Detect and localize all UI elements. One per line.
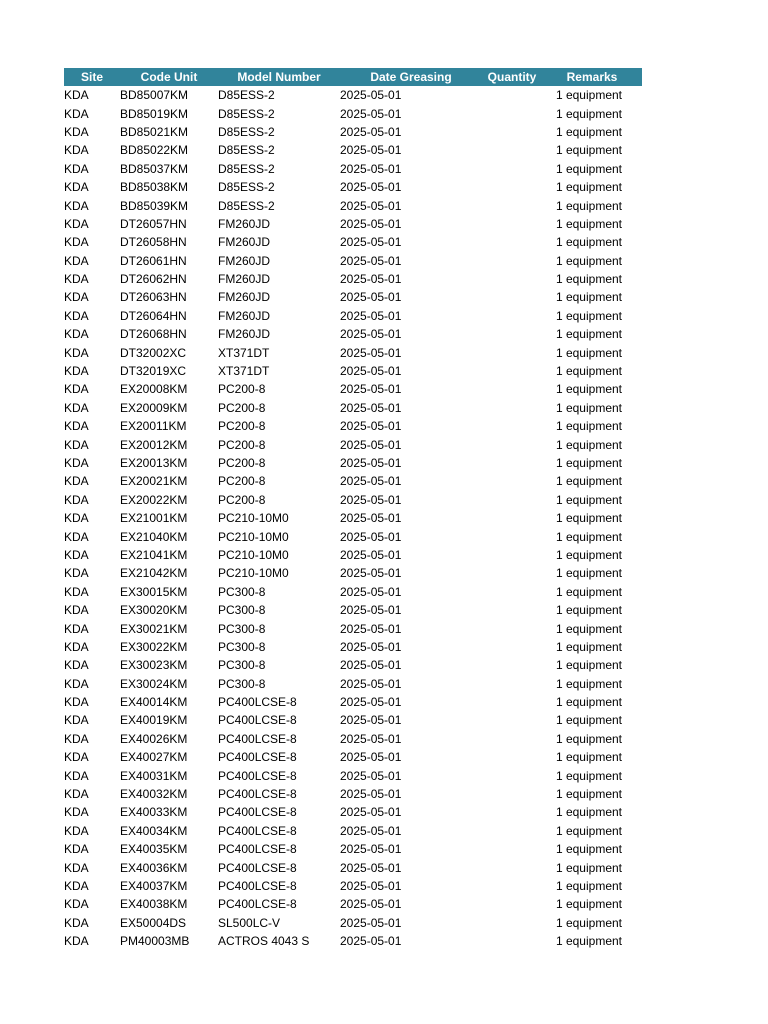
cell-site[interactable]: KDA [64,621,89,636]
cell-code-unit[interactable]: EX40026KM [120,731,188,746]
table-row [64,380,642,398]
cell-remarks[interactable]: 1 equipment [555,88,622,103]
cell-code-unit[interactable]: BD85019KM [120,106,189,121]
table-row [64,252,642,270]
cell-remarks[interactable]: 1 equipment [555,658,622,673]
cell-code-unit[interactable]: EX40031KM [120,768,188,783]
header-site[interactable]: Site [80,70,103,84]
cell-site[interactable]: KDA [64,639,89,654]
table-row [64,914,642,932]
cell-model-number[interactable]: PC300-8 [218,621,266,636]
cell-model-number[interactable]: FM260JD [218,290,271,305]
cell-remarks[interactable]: 1 equipment [555,584,622,599]
cell-date-greasing[interactable]: 2025-05-01 [340,419,402,434]
cell-site[interactable]: KDA [64,842,89,857]
cell-site[interactable]: KDA [64,253,89,268]
cell-date-greasing[interactable]: 2025-05-01 [340,529,402,544]
cell-model-number[interactable]: XT371DT [218,364,270,379]
table-row [64,895,642,913]
cell-model-number[interactable]: PC400LCSE-8 [218,805,297,820]
cell-date-greasing[interactable]: 2025-05-01 [340,180,402,195]
cell-date-greasing[interactable]: 2025-05-01 [340,787,402,802]
cell-code-unit[interactable]: EX21041KM [120,547,188,562]
cell-remarks[interactable]: 1 equipment [555,216,622,231]
cell-remarks[interactable]: 1 equipment [555,364,622,379]
cell-remarks[interactable]: 1 equipment [555,419,622,434]
header-date-greasing[interactable]: Date Greasing [370,70,452,84]
cell-code-unit[interactable]: EX20011KM [120,419,187,434]
cell-site[interactable]: KDA [64,400,89,415]
table-row [64,196,642,214]
table-row [64,766,642,784]
cell-code-unit[interactable]: EX30024KM [120,676,188,691]
cell-model-number[interactable]: PC210-10M0 [218,529,289,544]
cell-model-number[interactable]: PC200-8 [218,437,266,452]
table-row [64,730,642,748]
cell-code-unit[interactable]: DT26062HN [120,272,187,287]
cell-date-greasing[interactable]: 2025-05-01 [340,235,402,250]
cell-date-greasing[interactable]: 2025-05-01 [340,713,402,728]
cell-site[interactable]: KDA [64,750,89,765]
cell-site[interactable]: KDA [64,897,89,912]
cell-site[interactable]: KDA [64,658,89,673]
cell-model-number[interactable]: D85ESS-2 [218,124,275,139]
cell-model-number[interactable]: PC200-8 [218,419,266,434]
cell-code-unit[interactable]: DT26063HN [120,290,187,305]
table-row [64,785,642,803]
cell-code-unit[interactable]: EX21042KM [120,566,188,581]
cell-site[interactable]: KDA [64,878,89,893]
cell-code-unit[interactable]: DT26057HN [120,216,187,231]
cell-site[interactable]: KDA [64,290,89,305]
cell-remarks[interactable]: 1 equipment [555,621,622,636]
cell-site[interactable]: KDA [64,695,89,710]
cell-site[interactable]: KDA [64,437,89,452]
cell-date-greasing[interactable]: 2025-05-01 [340,400,402,415]
cell-remarks[interactable]: 1 equipment [555,492,622,507]
cell-remarks[interactable]: 1 equipment [555,382,622,397]
table-row [64,527,642,545]
cell-code-unit[interactable]: BD85037KM [120,161,189,176]
table-body [64,86,642,950]
table-row [64,546,642,564]
cell-code-unit[interactable]: EX40035KM [120,842,188,857]
table-row [64,215,642,233]
cell-date-greasing[interactable]: 2025-05-01 [340,327,402,342]
greasing-table [64,68,642,950]
cell-date-greasing[interactable]: 2025-05-01 [340,768,402,783]
table-row [64,748,642,766]
cell-site[interactable]: KDA [64,731,89,746]
cell-remarks[interactable]: 1 equipment [555,897,622,912]
cell-remarks[interactable]: 1 equipment [555,842,622,857]
cell-model-number[interactable]: FM260JD [218,327,271,342]
cell-site[interactable]: KDA [64,492,89,507]
table-row [64,693,642,711]
cell-model-number[interactable]: PC210-10M0 [218,566,289,581]
table-row [64,178,642,196]
cell-model-number[interactable]: PC300-8 [218,676,266,691]
table-row [64,307,642,325]
table-row [64,141,642,159]
cell-code-unit[interactable]: EX40027KM [120,750,188,765]
cell-site[interactable]: KDA [64,823,89,838]
cell-code-unit[interactable]: EX40038KM [120,897,188,912]
table-row [64,619,642,637]
cell-site[interactable]: KDA [64,584,89,599]
cell-model-number[interactable]: D85ESS-2 [218,198,275,213]
table-row [64,932,642,950]
cell-model-number[interactable]: D85ESS-2 [218,88,275,103]
cell-code-unit[interactable]: EX30022KM [120,639,188,654]
cell-model-number[interactable]: PC200-8 [218,492,266,507]
cell-code-unit[interactable]: BD85021KM [120,124,189,139]
header-quantity[interactable]: Quantity [487,70,537,84]
cell-code-unit[interactable]: EX20012KM [120,437,188,452]
cell-code-unit[interactable]: BD85039KM [120,198,189,213]
cell-code-unit[interactable]: BD85022KM [120,143,189,158]
cell-code-unit[interactable]: EX30021KM [120,621,188,636]
cell-date-greasing[interactable]: 2025-05-01 [340,805,402,820]
cell-remarks[interactable]: 1 equipment [555,143,622,158]
cell-code-unit[interactable]: BD85007KM [120,88,189,103]
cell-date-greasing[interactable]: 2025-05-01 [340,88,402,103]
cell-remarks[interactable]: 1 equipment [555,713,622,728]
cell-remarks[interactable]: 1 equipment [555,676,622,691]
cell-model-number[interactable]: PC400LCSE-8 [218,878,297,893]
cell-model-number[interactable]: PC400LCSE-8 [218,713,297,728]
cell-remarks[interactable]: 1 equipment [555,272,622,287]
cell-code-unit[interactable]: EX40034KM [120,823,188,838]
table-row [64,399,642,417]
cell-code-unit[interactable]: EX40014KM [120,695,188,710]
cell-site[interactable]: KDA [64,345,89,360]
cell-code-unit[interactable]: DT26058HN [120,235,187,250]
cell-code-unit[interactable]: EX40037KM [120,878,188,893]
cell-remarks[interactable]: 1 equipment [555,529,622,544]
cell-model-number[interactable]: PC400LCSE-8 [218,695,297,710]
cell-date-greasing[interactable]: 2025-05-01 [340,290,402,305]
cell-code-unit[interactable]: DT32019XC [120,364,187,379]
table-row [64,877,642,895]
table-row [64,435,642,453]
cell-model-number[interactable]: PC400LCSE-8 [218,897,297,912]
cell-date-greasing[interactable]: 2025-05-01 [340,842,402,857]
cell-remarks[interactable]: 1 equipment [555,161,622,176]
cell-code-unit[interactable]: EX30015KM [120,584,188,599]
cell-site[interactable]: KDA [64,198,89,213]
cell-model-number[interactable]: PC400LCSE-8 [218,860,297,875]
cell-remarks[interactable]: 1 equipment [555,805,622,820]
cell-date-greasing[interactable]: 2025-05-01 [340,216,402,231]
cell-date-greasing[interactable]: 2025-05-01 [340,750,402,765]
cell-code-unit[interactable]: EX21040KM [120,529,188,544]
cell-remarks[interactable]: 1 equipment [555,180,622,195]
table-row [64,86,642,104]
cell-model-number[interactable]: PC300-8 [218,584,266,599]
cell-site[interactable]: KDA [64,603,89,618]
cell-model-number[interactable]: PC400LCSE-8 [218,750,297,765]
header-model-number[interactable]: Model Number [237,70,321,84]
cell-model-number[interactable]: FM260JD [218,308,271,323]
cell-date-greasing[interactable]: 2025-05-01 [340,364,402,379]
cell-code-unit[interactable]: EX20008KM [120,382,188,397]
cell-code-unit[interactable]: EX30020KM [120,603,188,618]
table-row [64,104,642,122]
cell-model-number[interactable]: FM260JD [218,253,271,268]
cell-site[interactable]: KDA [64,934,89,949]
cell-model-number[interactable]: PC400LCSE-8 [218,842,297,857]
cell-site[interactable]: KDA [64,235,89,250]
cell-date-greasing[interactable]: 2025-05-01 [340,382,402,397]
cell-remarks[interactable]: 1 equipment [555,308,622,323]
table-row [64,803,642,821]
cell-date-greasing[interactable]: 2025-05-01 [340,878,402,893]
table-row [64,325,642,343]
cell-remarks[interactable]: 1 equipment [555,327,622,342]
cell-site[interactable]: KDA [64,88,89,103]
cell-site[interactable]: KDA [64,915,89,930]
cell-site[interactable]: KDA [64,511,89,526]
cell-model-number[interactable]: PC300-8 [218,639,266,654]
cell-remarks[interactable]: 1 equipment [555,253,622,268]
cell-remarks[interactable]: 1 equipment [555,860,622,875]
cell-date-greasing[interactable]: 2025-05-01 [340,161,402,176]
cell-remarks[interactable]: 1 equipment [555,934,622,949]
cell-model-number[interactable]: PC210-10M0 [218,547,289,562]
table-row [64,270,642,288]
cell-site[interactable]: KDA [64,787,89,802]
cell-site[interactable]: KDA [64,364,89,379]
table-row [64,675,642,693]
cell-remarks[interactable]: 1 equipment [555,437,622,452]
table-row [64,822,642,840]
cell-site[interactable]: KDA [64,676,89,691]
cell-date-greasing[interactable]: 2025-05-01 [340,695,402,710]
cell-site[interactable]: KDA [64,805,89,820]
cell-code-unit[interactable]: EX40019KM [120,713,188,728]
cell-model-number[interactable]: XT371DT [218,345,270,360]
cell-model-number[interactable]: PC400LCSE-8 [218,731,297,746]
table-row [64,858,642,876]
cell-remarks[interactable]: 1 equipment [555,511,622,526]
cell-date-greasing[interactable]: 2025-05-01 [340,106,402,121]
cell-model-number[interactable]: FM260JD [218,272,271,287]
cell-code-unit[interactable]: EX20021KM [120,474,188,489]
cell-date-greasing[interactable]: 2025-05-01 [340,308,402,323]
cell-date-greasing[interactable]: 2025-05-01 [340,676,402,691]
cell-model-number[interactable]: PC210-10M0 [218,511,289,526]
cell-date-greasing[interactable]: 2025-05-01 [340,934,402,949]
cell-remarks[interactable]: 1 equipment [555,456,622,470]
cell-code-unit[interactable]: DT26061HN [120,253,187,268]
cell-remarks[interactable]: 1 equipment [555,603,622,618]
cell-site[interactable]: KDA [64,216,89,231]
cell-date-greasing[interactable]: 2025-05-01 [340,860,402,875]
cell-remarks[interactable]: 1 equipment [555,787,622,802]
cell-date-greasing[interactable]: 2025-05-01 [340,437,402,452]
cell-date-greasing[interactable]: 2025-05-01 [340,547,402,562]
cell-code-unit[interactable]: EX20022KM [120,492,188,507]
cell-date-greasing[interactable]: 2025-05-01 [340,566,402,581]
table-row [64,343,642,361]
table-row [64,711,642,729]
cell-code-unit[interactable]: BD85038KM [120,180,189,195]
cell-code-unit[interactable]: EX30023KM [120,658,188,673]
cell-remarks[interactable]: 1 equipment [555,400,622,415]
cell-date-greasing[interactable]: 2025-05-01 [340,584,402,599]
cell-code-unit[interactable]: EX21001KM [120,511,188,526]
table-row [64,123,642,141]
cell-code-unit[interactable]: EX20009KM [120,400,188,415]
cell-model-number[interactable]: D85ESS-2 [218,180,275,195]
cell-site[interactable]: KDA [64,272,89,287]
cell-model-number[interactable]: SL500LC-V [218,915,281,930]
cell-remarks[interactable]: 1 equipment [555,474,622,489]
table-header [64,68,642,86]
cell-date-greasing[interactable]: 2025-05-01 [340,492,402,507]
table-row [64,601,642,619]
cell-date-greasing[interactable]: 2025-05-01 [340,731,402,746]
cell-date-greasing[interactable]: 2025-05-01 [340,253,402,268]
cell-site[interactable]: KDA [64,419,89,434]
cell-site[interactable]: KDA [64,474,89,489]
cell-model-number[interactable]: PC400LCSE-8 [218,823,297,838]
cell-site[interactable]: KDA [64,382,89,397]
cell-model-number[interactable]: D85ESS-2 [218,161,275,176]
table-row [64,656,642,674]
cell-model-number[interactable]: PC200-8 [218,474,266,489]
cell-code-unit[interactable]: EX20013KM [120,456,188,470]
table-row [64,288,642,306]
cell-date-greasing[interactable]: 2025-05-01 [340,124,402,139]
cell-remarks[interactable]: 1 equipment [555,768,622,783]
cell-site[interactable]: KDA [64,768,89,783]
cell-code-unit[interactable]: EX40032KM [120,787,188,802]
cell-model-number[interactable]: FM260JD [218,235,271,250]
cell-remarks[interactable]: 1 equipment [555,639,622,654]
cell-code-unit[interactable]: EX40033KM [120,805,188,820]
table-row [64,233,642,251]
cell-date-greasing[interactable]: 2025-05-01 [340,621,402,636]
header-code-unit[interactable]: Code Unit [140,70,198,84]
table-row [64,564,642,582]
table-row [64,491,642,509]
cell-date-greasing[interactable]: 2025-05-01 [340,345,402,360]
table-row [64,454,642,472]
cell-date-greasing[interactable]: 2025-05-01 [340,143,402,158]
cell-site[interactable]: KDA [64,713,89,728]
cell-date-greasing[interactable]: 2025-05-01 [340,456,402,470]
cell-site[interactable]: KDA [64,161,89,176]
cell-site[interactable]: KDA [64,180,89,195]
cell-date-greasing[interactable]: 2025-05-01 [340,511,402,526]
cell-date-greasing[interactable]: 2025-05-01 [340,639,402,654]
cell-site[interactable]: KDA [64,327,89,342]
table-row [64,472,642,490]
cell-code-unit[interactable]: EX40036KM [120,860,188,875]
cell-site[interactable]: KDA [64,547,89,562]
cell-date-greasing[interactable]: 2025-05-01 [340,603,402,618]
cell-model-number[interactable]: ACTROS 4043 S [218,934,310,949]
cell-remarks[interactable]: 1 equipment [555,566,622,581]
cell-remarks[interactable]: 1 equipment [555,878,622,893]
cell-model-number[interactable]: PC200-8 [218,382,266,397]
cell-remarks[interactable]: 1 equipment [555,731,622,746]
cell-date-greasing[interactable]: 2025-05-01 [340,658,402,673]
cell-date-greasing[interactable]: 2025-05-01 [340,897,402,912]
cell-code-unit[interactable]: PM40003MB [120,934,190,949]
cell-code-unit[interactable]: EX50004DS [120,915,187,930]
cell-model-number[interactable]: D85ESS-2 [218,143,275,158]
header-remarks[interactable]: Remarks [566,70,618,84]
cell-remarks[interactable]: 1 equipment [555,235,622,250]
cell-site[interactable]: KDA [64,308,89,323]
cell-remarks[interactable]: 1 equipment [555,345,622,360]
cell-site[interactable]: KDA [64,529,89,544]
table-row [64,509,642,527]
cell-remarks[interactable]: 1 equipment [555,695,622,710]
cell-site[interactable]: KDA [64,124,89,139]
cell-date-greasing[interactable]: 2025-05-01 [340,272,402,287]
cell-remarks[interactable]: 1 equipment [555,106,622,121]
table-row [64,160,642,178]
cell-site[interactable]: KDA [64,106,89,121]
cell-model-number[interactable]: PC200-8 [218,456,266,470]
cell-remarks[interactable]: 1 equipment [555,750,622,765]
cell-model-number[interactable]: PC400LCSE-8 [218,787,297,802]
cell-model-number[interactable]: PC400LCSE-8 [218,768,297,783]
cell-model-number[interactable]: PC300-8 [218,603,266,618]
cell-code-unit[interactable]: DT32002XC [120,345,187,360]
table-row [64,583,642,601]
cell-remarks[interactable]: 1 equipment [555,915,622,930]
cell-code-unit[interactable]: DT26068HN [120,327,187,342]
cell-date-greasing[interactable]: 2025-05-01 [340,823,402,838]
table-row [64,362,642,380]
cell-remarks[interactable]: 1 equipment [555,198,622,213]
cell-remarks[interactable]: 1 equipment [555,823,622,838]
cell-model-number[interactable]: PC200-8 [218,400,266,415]
cell-model-number[interactable]: FM260JD [218,216,271,231]
table-row [64,417,642,435]
cell-remarks[interactable]: 1 equipment [555,290,622,305]
cell-site[interactable]: KDA [64,566,89,581]
cell-model-number[interactable]: D85ESS-2 [218,106,275,121]
table-row [64,638,642,656]
cell-remarks[interactable]: 1 equipment [555,124,622,139]
cell-site[interactable]: KDA [64,860,89,875]
cell-date-greasing[interactable]: 2025-05-01 [340,474,402,489]
cell-date-greasing[interactable]: 2025-05-01 [340,915,402,930]
cell-model-number[interactable]: PC300-8 [218,658,266,673]
cell-remarks[interactable]: 1 equipment [555,547,622,562]
cell-site[interactable]: KDA [64,143,89,158]
cell-code-unit[interactable]: DT26064HN [120,308,187,323]
table-row [64,840,642,858]
cell-site[interactable]: KDA [64,456,89,470]
cell-date-greasing[interactable]: 2025-05-01 [340,198,402,213]
